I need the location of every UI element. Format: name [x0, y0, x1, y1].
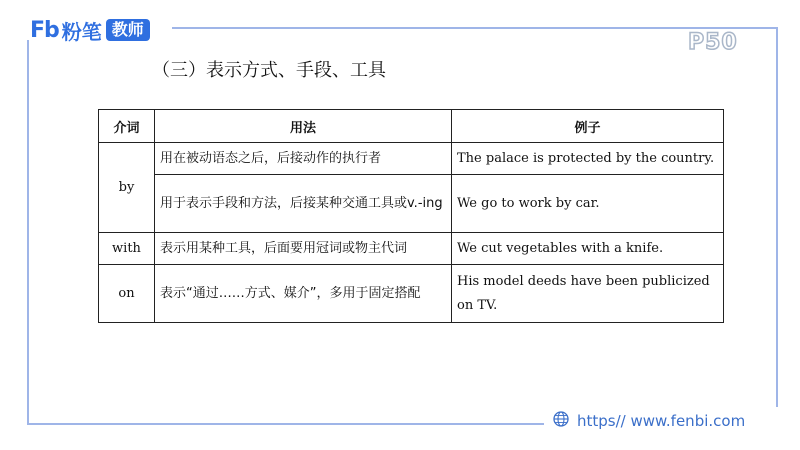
section-title: （三）表示方式、手段、工具	[152, 60, 386, 81]
header-preposition: 介词	[99, 110, 155, 143]
logo-mark: Fb	[30, 17, 59, 43]
prep-cell: by	[99, 143, 155, 233]
table-row	[99, 175, 724, 233]
prep-cell: on	[99, 265, 155, 323]
page-number: P50	[688, 30, 738, 55]
logo-text: 粉笔	[61, 19, 102, 44]
footer-url[interactable]: https// www.fenbi.com	[577, 412, 746, 430]
example-cell: We cut vegetables with a knife.	[452, 233, 724, 265]
example-cell: We go to work by car.	[452, 175, 724, 233]
globe-icon	[553, 411, 569, 431]
usage-cell: 表示“通过……方式、媒介”，多用于固定搭配	[155, 265, 452, 323]
frame-bottom-line	[27, 423, 544, 425]
table-row	[99, 265, 724, 323]
frame-top-line	[172, 27, 778, 29]
example-cell: His model deeds have been publicized on TV.	[452, 265, 724, 323]
brand-logo	[30, 18, 150, 42]
table-row	[99, 143, 724, 175]
example-cell: The palace is protected by the country.	[452, 143, 724, 175]
footer-link[interactable]	[553, 411, 745, 431]
preposition-table	[98, 109, 724, 323]
frame-left-line	[27, 40, 29, 424]
prep-cell: with	[99, 233, 155, 265]
header-usage: 用法	[155, 110, 452, 143]
usage-cell: 用于表示手段和方法，后接某种交通工具或v.-ing	[155, 175, 452, 233]
usage-cell: 用在被动语态之后，后接动作的执行者	[155, 143, 452, 175]
logo-badge: 教师	[106, 19, 150, 41]
frame-right-line	[776, 27, 778, 407]
table-row	[99, 233, 724, 265]
header-example: 例子	[452, 110, 724, 143]
usage-cell: 表示用某种工具，后面要用冠词或物主代词	[155, 233, 452, 265]
table-header-row	[99, 110, 724, 143]
